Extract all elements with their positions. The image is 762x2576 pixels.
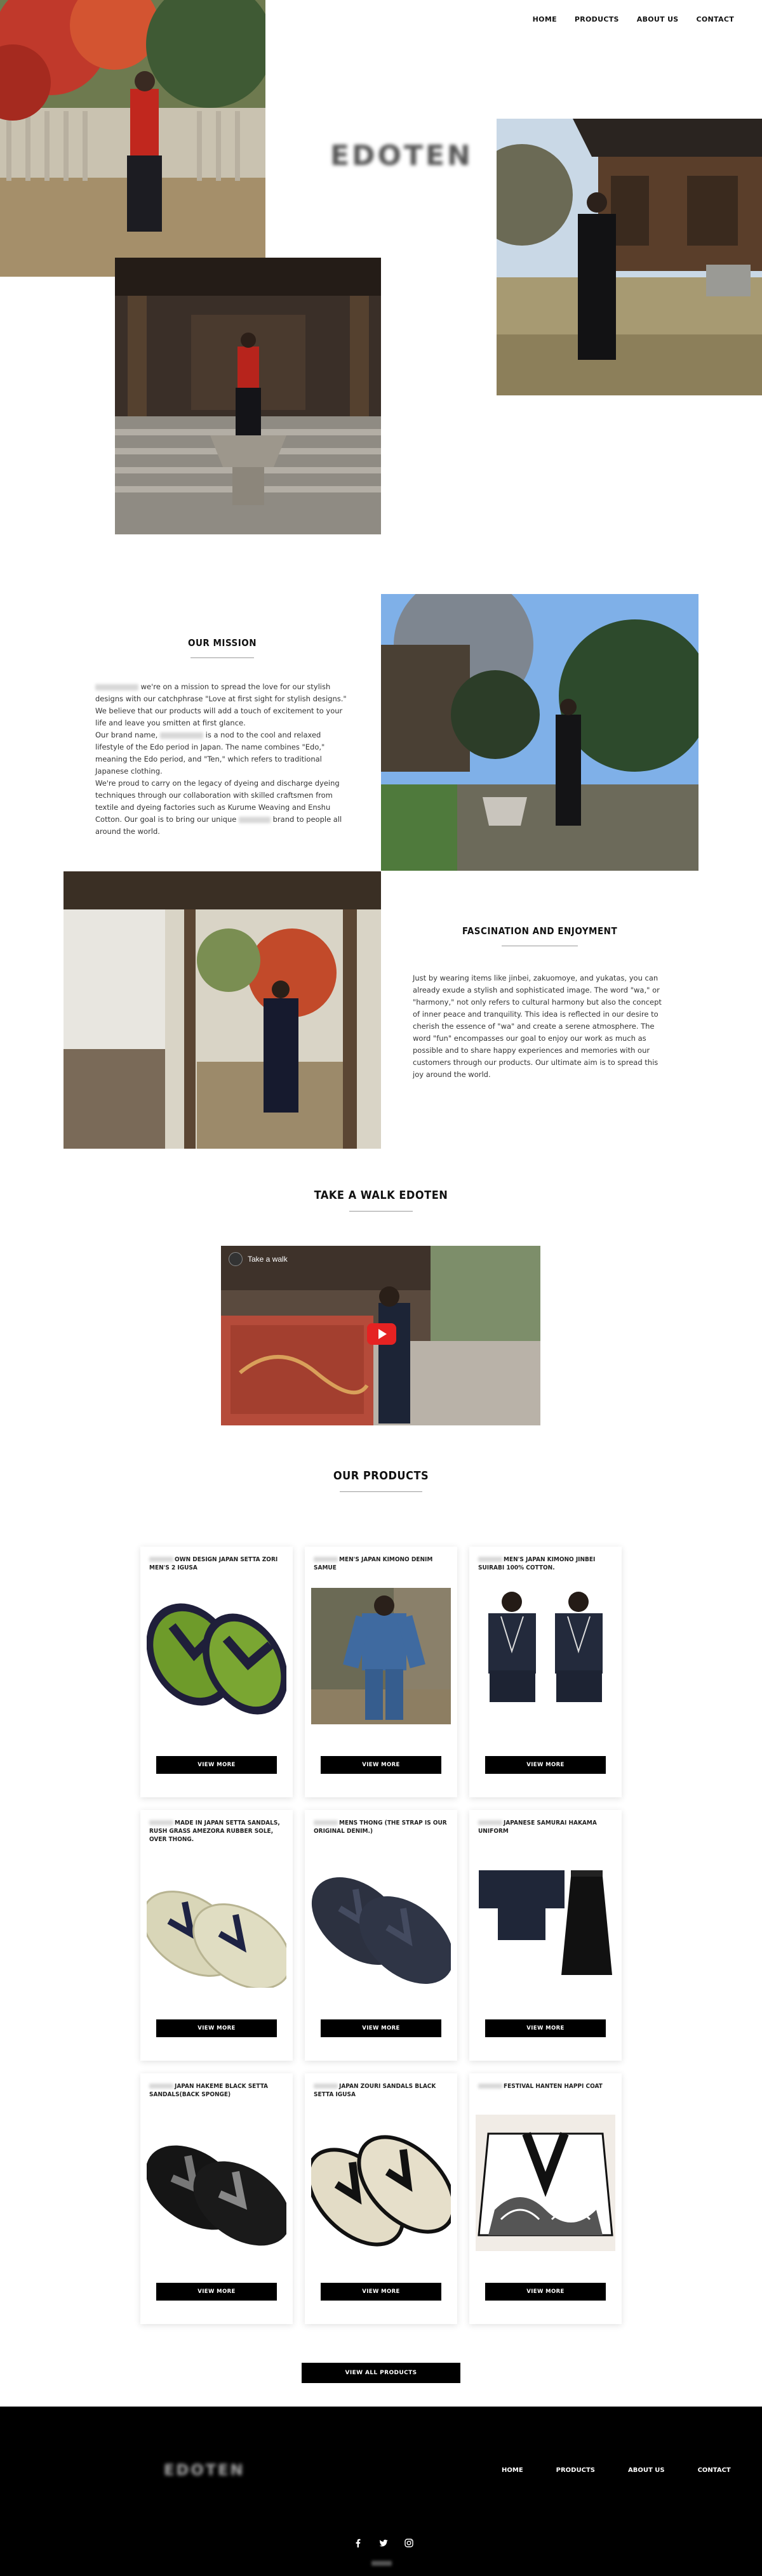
redacted-brand xyxy=(95,684,138,690)
view-more-button[interactable]: VIEW MORE xyxy=(156,2019,277,2037)
mission-title-rule xyxy=(190,657,254,658)
product-title[interactable]: MENS THONG (THE STRAP IS OUR ORIGINAL DENIM.) xyxy=(314,1820,447,1835)
nav-contact[interactable]: CONTACT xyxy=(696,15,734,23)
view-more-button[interactable]: VIEW MORE xyxy=(156,2283,277,2301)
view-more-button[interactable]: VIEW MORE xyxy=(485,1756,606,1774)
product-card[interactable] xyxy=(305,2073,457,2324)
facebook-icon[interactable] xyxy=(354,2539,363,2547)
play-button-icon[interactable] xyxy=(367,1323,396,1345)
product-title[interactable]: OWN DESIGN JAPAN SETTA ZORI MEN'S 2 IGUSA xyxy=(149,1556,278,1571)
video-title-bar xyxy=(229,1252,288,1266)
view-more-button[interactable]: VIEW MORE xyxy=(485,2283,606,2301)
product-card[interactable] xyxy=(469,2073,622,2324)
footer-nav-contact[interactable]: CONTACT xyxy=(697,2467,731,2474)
rush-grass-setta-icon[interactable] xyxy=(147,1851,286,1988)
redacted-brand xyxy=(160,732,203,739)
redacted-brand xyxy=(239,817,271,823)
fascination-title: FASCINATION AND ENJOYMENT xyxy=(444,925,635,946)
redacted-brand xyxy=(149,1557,173,1562)
product-card[interactable] xyxy=(469,1547,622,1797)
products-title-rule xyxy=(340,1491,422,1492)
product-title[interactable]: FESTIVAL HANTEN HAPPI COAT xyxy=(478,2082,613,2091)
view-more-button[interactable]: VIEW MORE xyxy=(321,1756,441,1774)
footer-nav-about-us[interactable]: ABOUT US xyxy=(627,2467,665,2474)
footer-nav xyxy=(502,2467,731,2474)
footer-nav-products[interactable]: PRODUCTS xyxy=(556,2467,595,2474)
product-card[interactable] xyxy=(140,1810,293,2061)
nav-about-us[interactable]: ABOUT US xyxy=(636,15,679,23)
product-card[interactable] xyxy=(140,1547,293,1797)
product-title[interactable]: JAPAN HAKEME BLACK SETTA SANDALS(BACK SPONGE) xyxy=(149,2083,269,2098)
hero-photo-temple-black xyxy=(497,119,762,395)
video-player[interactable] xyxy=(221,1246,540,1425)
redacted-brand xyxy=(314,2084,338,2089)
products-title: OUR PRODUCTS xyxy=(286,1469,476,1492)
redacted-brand xyxy=(478,1820,502,1825)
navy-jinbei-icon[interactable] xyxy=(476,1588,615,1724)
instagram-icon[interactable] xyxy=(404,2539,413,2547)
product-title[interactable]: MEN'S JAPAN KIMONO JINBEI SUIRABI 100% COTTON. xyxy=(478,1556,596,1571)
redacted-brand xyxy=(149,1820,173,1825)
twitter-icon[interactable] xyxy=(379,2539,388,2547)
product-card[interactable] xyxy=(305,1810,457,2061)
view-all-products-button[interactable]: VIEW ALL PRODUCTS xyxy=(302,2363,460,2383)
product-title[interactable]: JAPAN ZOURI SANDALS BLACK SETTA IGUSA xyxy=(314,2083,436,2098)
channel-avatar xyxy=(229,1252,243,1266)
product-card[interactable] xyxy=(469,1810,622,2061)
fascination-text: Just by wearing items like jinbei, zakuomoye, and yukatas, you can already exude a stylish and sophisticated image. The word "wa," or "harmony," not only refers to cultural harmony but also the concept of inner peace and tranquility. This idea is reflected in our desire to cherish the essence of "wa" and create a serene atmosphere. The word "fun" encompasses our goal to enjoy our work as much as possible and to share happy experiences and memories with our customers through our products. Our ultimate aim is to spread this joy around the world. xyxy=(413,974,662,1079)
denim-samue-icon[interactable] xyxy=(311,1588,451,1724)
copyright-text xyxy=(371,2561,392,2566)
video-title-rule xyxy=(349,1211,413,1212)
happi-coat-icon[interactable] xyxy=(476,2115,615,2251)
redacted-brand xyxy=(314,1820,338,1825)
footer-logo[interactable]: EDOTEN xyxy=(164,2461,245,2479)
product-title[interactable]: MADE IN JAPAN SETTA SANDALS, RUSH GRASS AMEZORA RUBBER SOLE, OVER THONG. xyxy=(149,1820,280,1843)
top-nav xyxy=(533,15,734,23)
igusa-zouri-icon[interactable] xyxy=(311,2115,451,2251)
green-zori-sandals-icon[interactable] xyxy=(147,1588,286,1724)
black-setta-sandals-icon[interactable] xyxy=(147,2115,286,2251)
footer xyxy=(0,2407,762,2576)
product-card[interactable] xyxy=(140,2073,293,2324)
mission-text: we're on a mission to spread the love for our stylish designs with our catchphrase "Love at first sight for stylish designs." We believe that our products will add a touch of excitement to your life and leave you smitten at first glance. Our brand name, is a nod to the cool and relaxed lifestyle of the Edo period in Japan. The name combines "Edo," meaning the Edo period, and "Ten," which refers to traditional Japanese clothing. We're proud to carry on the legacy of dyeing and discharge dyeing techniques through our collaboration with skilled craftsmen from textile and dyeing factories such as Kurume Weaving and Enshu Cotton. Our goal is to bring our unique brand to people all around the world. xyxy=(95,682,347,836)
redacted-brand xyxy=(314,1557,338,1562)
redacted-brand xyxy=(149,2084,173,2089)
video-title: Take a walk xyxy=(248,1255,288,1264)
hero-photo-temple-red xyxy=(115,258,381,534)
social-links xyxy=(354,2539,413,2547)
hakama-uniform-icon[interactable] xyxy=(476,1851,615,1988)
view-more-button[interactable]: VIEW MORE xyxy=(156,1756,277,1774)
redacted-brand xyxy=(478,1557,502,1562)
brand-logo[interactable]: EDOTEN xyxy=(330,140,473,172)
nav-home[interactable]: HOME xyxy=(532,15,557,23)
video-section-title: TAKE A WALK EDOTEN xyxy=(254,1189,508,1212)
fascination-photo-gate xyxy=(64,871,381,1149)
view-more-button[interactable]: VIEW MORE xyxy=(321,2283,441,2301)
mission-photo-garden xyxy=(381,594,698,871)
product-title[interactable]: JAPANESE SAMURAI HAKAMA UNIFORM xyxy=(478,1820,597,1835)
product-title[interactable]: MEN'S JAPAN KIMONO DENIM SAMUE xyxy=(314,1556,433,1571)
nav-products[interactable]: PRODUCTS xyxy=(574,15,619,23)
hero-photo-autumn xyxy=(0,0,265,277)
view-more-button[interactable]: VIEW MORE xyxy=(485,2019,606,2037)
denim-thong-sandals-icon[interactable] xyxy=(311,1851,451,1988)
view-more-button[interactable]: VIEW MORE xyxy=(321,2019,441,2037)
product-card[interactable] xyxy=(305,1547,457,1797)
mission-title: OUR MISSION xyxy=(159,637,286,658)
redacted-brand xyxy=(478,2084,502,2089)
footer-nav-home[interactable]: HOME xyxy=(502,2467,523,2474)
